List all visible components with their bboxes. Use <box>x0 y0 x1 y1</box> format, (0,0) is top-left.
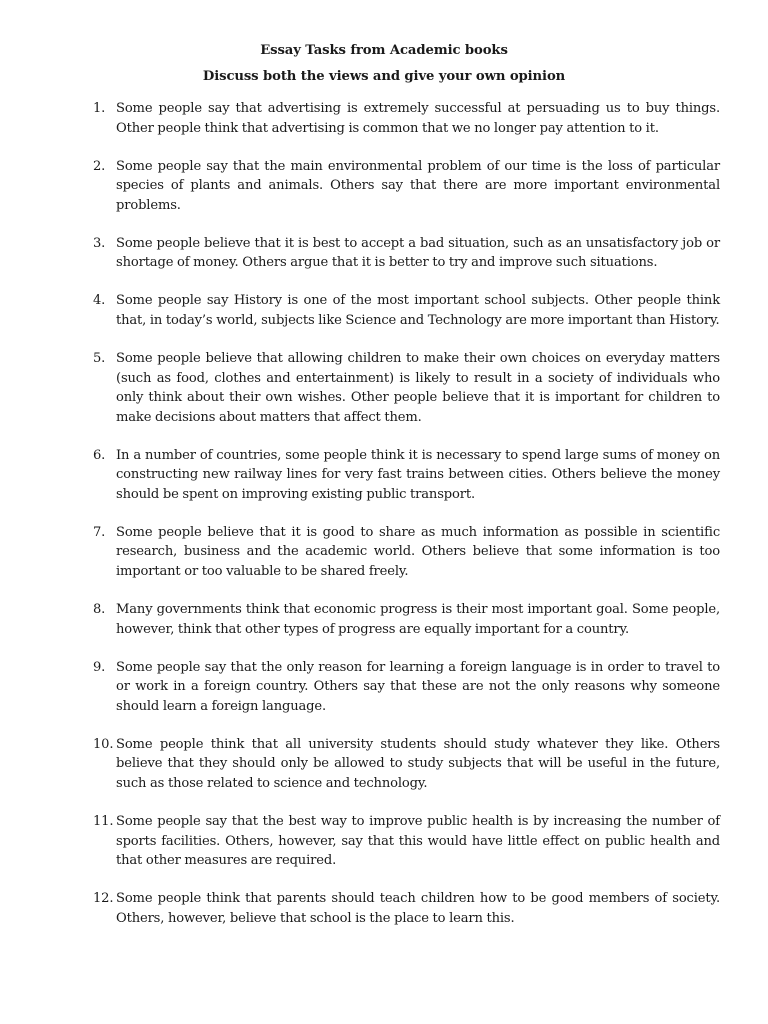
task-number: 12. <box>93 891 114 907</box>
task-item <box>93 157 720 216</box>
task-list <box>0 99 768 928</box>
task-number: 4. <box>93 293 106 309</box>
task-text: Some people believe that allowing children to make their own choices on everyday matters (such as food, clothes and entertainment) is likely to result in a society of individuals who only think about their own wishes. Other people believe that it is important for children to make decisions about matters that affect them. <box>116 350 720 425</box>
document-subtitle: Discuss both the views and give your own opinion <box>202 69 566 84</box>
task-item <box>93 446 720 505</box>
task-text: Some people believe that it is good to share as much information as possible in scientific research, business and the academic world. Others believe that some information is too important or too valuable to be shared freely. <box>116 524 720 580</box>
task-number: 2. <box>93 158 106 174</box>
task-item <box>93 889 720 928</box>
task-number: 6. <box>93 447 106 463</box>
task-number: 5. <box>93 350 106 366</box>
task-item <box>93 658 720 717</box>
task-item <box>93 735 720 794</box>
task-text: Many governments think that economic progress is their most important goal. Some people, however, think that other types of progress are equally important for a country. <box>116 602 720 637</box>
task-text: Some people say that advertising is extremely successful at persuading us to buy things. Other people think that advertising is common that we no longer pay attention to it. <box>116 101 720 136</box>
task-number: 3. <box>93 235 106 251</box>
task-item <box>93 234 720 273</box>
document-title: Essay Tasks from Academic books <box>260 43 508 58</box>
task-number: 10. <box>93 736 114 752</box>
task-text: Some people say that the main environmental problem of our time is the loss of particular species of plants and animals. Others say that there are more important environmental problems. <box>116 158 720 213</box>
task-item <box>93 291 720 330</box>
task-item <box>93 812 720 871</box>
task-number: 8. <box>93 602 106 618</box>
task-item <box>93 349 720 427</box>
task-text: Some people believe that it is best to accept a bad situation, such as an unsatisfactory job or shortage of money. Others argue that it is better to try and improve such situations. <box>116 235 720 271</box>
task-text: Some people think that parents should teach children how to be good members of society. Others, however, believe that school is the place to learn this. <box>116 891 720 926</box>
task-text: In a number of countries, some people think it is necessary to spend large sums of money on constructing new railway lines for very fast trains between cities. Others believe the money should be spent on improving existing public transport. <box>116 447 720 502</box>
task-number: 7. <box>93 524 106 540</box>
task-item <box>93 523 720 582</box>
task-text: Some people say History is one of the most important school subjects. Other people think that, in today’s world, subjects like Science and Technology are more important than History. <box>116 293 720 328</box>
task-text: Some people say that the best way to improve public health is by increasing the number of sports facilities. Others, however, say that this would have little effect on public health and that other measures are required. <box>116 813 720 869</box>
task-number: 1. <box>93 101 106 116</box>
task-text: Some people think that all university students should study whatever they like. Others believe that they should only be allowed to study subjects that will be useful in the future, such as those related to science and technology. <box>116 736 720 791</box>
task-item <box>93 99 720 138</box>
task-text: Some people say that the only reason for learning a foreign language is in order to travel to or work in a foreign country. Others say that these are not the only reasons why someone should learn a foreign language. <box>116 659 720 714</box>
task-number: 11. <box>93 813 114 829</box>
task-item <box>93 600 720 639</box>
task-number: 9. <box>93 659 106 675</box>
